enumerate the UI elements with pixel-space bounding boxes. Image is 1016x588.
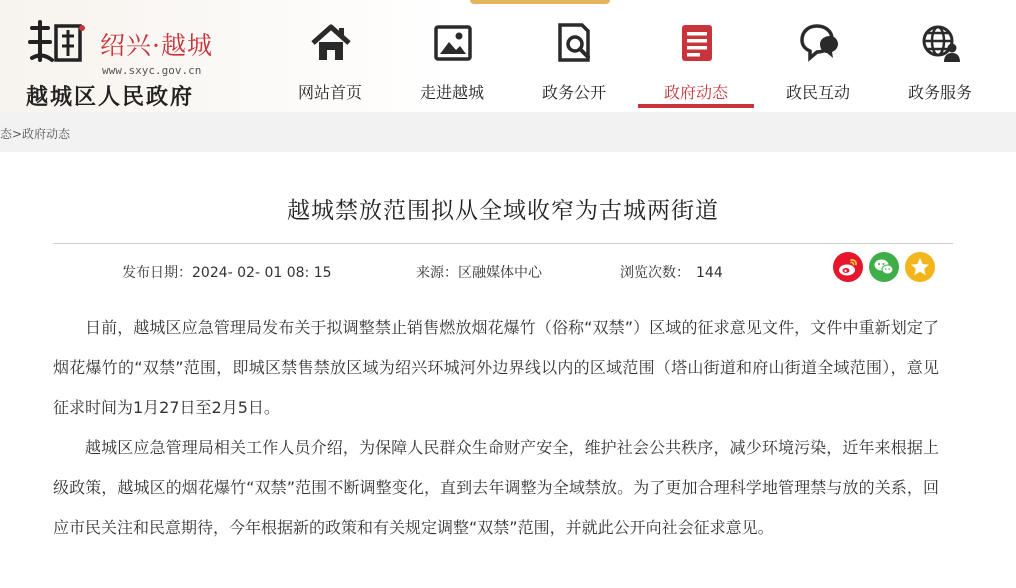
nav-item-services[interactable] xyxy=(880,0,1000,112)
active-nav-underline xyxy=(638,104,754,108)
nav-item-label: 网站首页 xyxy=(297,83,362,102)
share-wechat-button[interactable] xyxy=(869,252,899,282)
article-paragraph: 日前，越城区应急管理局发布关于拟调整禁止销售燃放烟花爆竹（俗称“双禁”）区域的征求意见文件，文件中重新划定了烟花爆竹的“双禁”范围，即城区禁售禁放区域为绍兴环城河外边界线以内的区域范围（塔山街道和府山街道全域范围），意见征求时间为1月27日至2月5日。 xyxy=(53,318,939,417)
main-nav xyxy=(270,0,1010,112)
publish-date xyxy=(122,262,332,282)
yuecheng-calligraphy-logo-icon xyxy=(26,18,90,70)
picture-icon xyxy=(432,22,474,64)
source-label: 来源： xyxy=(416,265,458,281)
nav-item-label: 政府动态 xyxy=(663,83,728,102)
site-header xyxy=(0,0,1016,112)
nav-item-open-government[interactable] xyxy=(514,0,634,112)
title-divider xyxy=(53,243,953,244)
nav-item-label: 政务公开 xyxy=(541,83,606,102)
publish-date-label: 发布日期： xyxy=(122,265,192,281)
publish-date-value: 2024- 02- 01 08: 15 xyxy=(192,265,332,281)
nav-item-home[interactable] xyxy=(270,0,390,112)
home-icon xyxy=(310,22,352,64)
favorite-button[interactable] xyxy=(905,252,935,282)
nav-item-label: 政民互动 xyxy=(785,83,850,102)
breadcrumb[interactable]: 态>政府动态 xyxy=(0,127,71,141)
breadcrumb-bar xyxy=(0,112,1016,152)
source-value: 区融媒体中心 xyxy=(458,265,542,281)
logo-city-text: 绍兴·越城 xyxy=(100,31,213,60)
chat-bubbles-icon xyxy=(798,22,840,64)
nav-item-about[interactable] xyxy=(392,0,512,112)
article-paragraph: 越城区应急管理局相关工作人员介绍，为保障人民群众生命财产安全，维护社会公共秩序，减少环境污染，近年来根据上级政策，越城区的烟花爆竹“双禁”范围不断调整变化，直到去年调整为全域禁放。为了更加合理科学地管理禁与放的关系，回应市民关注和民意期待，今年根据新的政策和有关规定调整“双禁”范围，并就此公开向社会征求意见。 xyxy=(53,438,939,537)
globe-user-icon xyxy=(920,22,962,64)
favorite-star-icon xyxy=(905,252,935,282)
wechat-icon xyxy=(869,252,899,282)
nav-item-interaction[interactable] xyxy=(758,0,878,112)
view-count-label: 浏览次数： xyxy=(620,265,690,281)
site-logo[interactable] xyxy=(26,14,276,110)
search-document-icon xyxy=(554,22,596,64)
logo-url-text: www.sxyc.gov.cn xyxy=(102,64,202,77)
view-count-value: 144 xyxy=(696,265,723,281)
nav-item-label: 政务服务 xyxy=(907,83,972,102)
article-source xyxy=(416,262,542,282)
article-body xyxy=(53,308,939,548)
view-count xyxy=(620,262,723,282)
news-icon xyxy=(676,22,718,64)
nav-item-label: 走进越城 xyxy=(419,83,484,102)
weibo-icon xyxy=(833,252,863,282)
share-weibo-button[interactable] xyxy=(833,252,863,282)
logo-government-name: 越城区人民政府 xyxy=(26,84,195,110)
article-title: 越城禁放范围拟从全域收窄为古城两街道 xyxy=(287,198,719,224)
nav-item-government-news[interactable] xyxy=(636,0,756,112)
